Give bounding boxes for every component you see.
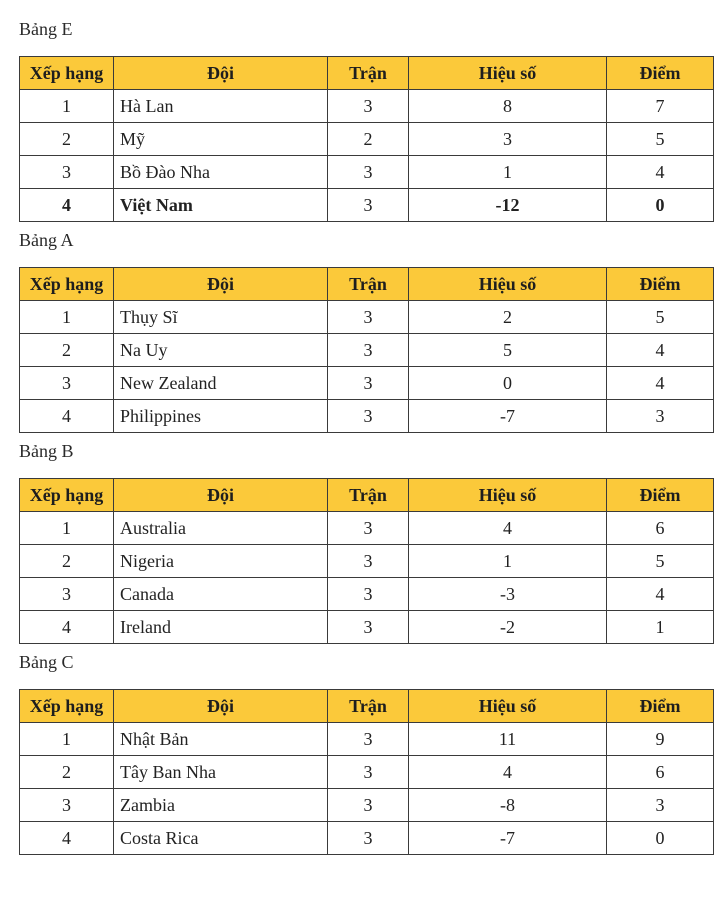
standings-table: [19, 56, 714, 222]
cell-points: 0: [607, 189, 714, 222]
cell-points: 0: [607, 822, 714, 855]
standings-table: [19, 267, 714, 433]
cell-rank: 3: [20, 367, 114, 400]
cell-team: Tây Ban Nha: [114, 756, 328, 789]
cell-team: Costa Rica: [114, 822, 328, 855]
header-goal-diff: Hiệu số: [409, 57, 607, 90]
cell-played: 3: [328, 822, 409, 855]
group-title: Bảng B: [19, 441, 74, 461]
cell-rank: 3: [20, 789, 114, 822]
table-row: [20, 611, 714, 644]
cell-points: 1: [607, 611, 714, 644]
cell-goal-diff: -3: [409, 578, 607, 611]
table-row: [20, 156, 714, 189]
cell-played: 3: [328, 367, 409, 400]
standings-table: [19, 478, 714, 644]
group-title: Bảng C: [19, 652, 74, 672]
cell-goal-diff: 0: [409, 367, 607, 400]
cell-goal-diff: 8: [409, 90, 607, 123]
table-row: [20, 334, 714, 367]
header-played: Trận: [328, 479, 409, 512]
header-goal-diff: Hiệu số: [409, 479, 607, 512]
cell-team: Canada: [114, 578, 328, 611]
cell-played: 3: [328, 723, 409, 756]
cell-played: 3: [328, 756, 409, 789]
cell-goal-diff: 2: [409, 301, 607, 334]
cell-played: 3: [328, 545, 409, 578]
cell-played: 3: [328, 789, 409, 822]
cell-goal-diff: -8: [409, 789, 607, 822]
cell-team: Việt Nam: [114, 189, 328, 222]
header-points: Điểm: [607, 57, 714, 90]
cell-rank: 4: [20, 822, 114, 855]
cell-rank: 1: [20, 90, 114, 123]
header-rank: Xếp hạng: [20, 690, 114, 723]
header-played: Trận: [328, 57, 409, 90]
cell-team: Nhật Bản: [114, 723, 328, 756]
cell-team: New Zealand: [114, 367, 328, 400]
cell-points: 5: [607, 545, 714, 578]
header-row: [20, 268, 714, 301]
table-row-highlighted: [20, 189, 714, 222]
cell-team: Nigeria: [114, 545, 328, 578]
cell-team: Bồ Đào Nha: [114, 156, 328, 189]
cell-played: 3: [328, 156, 409, 189]
cell-played: 2: [328, 123, 409, 156]
cell-rank: 3: [20, 578, 114, 611]
cell-points: 4: [607, 578, 714, 611]
cell-played: 3: [328, 90, 409, 123]
table-row: [20, 90, 714, 123]
table-row: [20, 789, 714, 822]
cell-goal-diff: 4: [409, 512, 607, 545]
cell-points: 4: [607, 367, 714, 400]
group-title: Bảng A: [19, 230, 74, 250]
group-title: Bảng E: [19, 19, 73, 39]
header-team: Đội: [114, 479, 328, 512]
cell-rank: 4: [20, 400, 114, 433]
cell-rank: 1: [20, 512, 114, 545]
cell-goal-diff: 1: [409, 545, 607, 578]
table-row: [20, 400, 714, 433]
header-rank: Xếp hạng: [20, 268, 114, 301]
cell-team: Hà Lan: [114, 90, 328, 123]
cell-played: 3: [328, 578, 409, 611]
table-row: [20, 512, 714, 545]
cell-points: 5: [607, 123, 714, 156]
cell-points: 4: [607, 156, 714, 189]
cell-points: 6: [607, 512, 714, 545]
cell-goal-diff: 5: [409, 334, 607, 367]
header-points: Điểm: [607, 268, 714, 301]
header-played: Trận: [328, 690, 409, 723]
cell-rank: 1: [20, 301, 114, 334]
cell-points: 7: [607, 90, 714, 123]
cell-points: 3: [607, 400, 714, 433]
header-points: Điểm: [607, 479, 714, 512]
cell-rank: 2: [20, 334, 114, 367]
header-rank: Xếp hạng: [20, 57, 114, 90]
cell-rank: 2: [20, 123, 114, 156]
table-row: [20, 822, 714, 855]
cell-played: 3: [328, 400, 409, 433]
header-team: Đội: [114, 690, 328, 723]
cell-team: Ireland: [114, 611, 328, 644]
cell-rank: 4: [20, 189, 114, 222]
cell-goal-diff: 1: [409, 156, 607, 189]
header-row: [20, 690, 714, 723]
cell-team: Australia: [114, 512, 328, 545]
cell-points: 9: [607, 723, 714, 756]
cell-played: 3: [328, 301, 409, 334]
table-row: [20, 756, 714, 789]
header-played: Trận: [328, 268, 409, 301]
cell-points: 4: [607, 334, 714, 367]
table-row: [20, 578, 714, 611]
header-team: Đội: [114, 268, 328, 301]
table-row: [20, 301, 714, 334]
cell-rank: 2: [20, 756, 114, 789]
cell-rank: 4: [20, 611, 114, 644]
cell-rank: 3: [20, 156, 114, 189]
table-row: [20, 723, 714, 756]
cell-points: 5: [607, 301, 714, 334]
header-goal-diff: Hiệu số: [409, 268, 607, 301]
standings-table: [19, 689, 714, 855]
cell-played: 3: [328, 512, 409, 545]
cell-goal-diff: -7: [409, 822, 607, 855]
cell-team: Philippines: [114, 400, 328, 433]
cell-goal-diff: -2: [409, 611, 607, 644]
cell-rank: 1: [20, 723, 114, 756]
header-row: [20, 479, 714, 512]
cell-goal-diff: -12: [409, 189, 607, 222]
table-row: [20, 123, 714, 156]
cell-played: 3: [328, 334, 409, 367]
header-goal-diff: Hiệu số: [409, 690, 607, 723]
cell-team: Na Uy: [114, 334, 328, 367]
cell-goal-diff: 4: [409, 756, 607, 789]
cell-goal-diff: 3: [409, 123, 607, 156]
cell-points: 6: [607, 756, 714, 789]
cell-played: 3: [328, 189, 409, 222]
cell-team: Mỹ: [114, 123, 328, 156]
cell-played: 3: [328, 611, 409, 644]
cell-team: Thụy Sĩ: [114, 301, 328, 334]
cell-points: 3: [607, 789, 714, 822]
header-team: Đội: [114, 57, 328, 90]
header-rank: Xếp hạng: [20, 479, 114, 512]
cell-team: Zambia: [114, 789, 328, 822]
header-row: [20, 57, 714, 90]
cell-goal-diff: -7: [409, 400, 607, 433]
cell-goal-diff: 11: [409, 723, 607, 756]
header-points: Điểm: [607, 690, 714, 723]
table-row: [20, 367, 714, 400]
cell-rank: 2: [20, 545, 114, 578]
table-row: [20, 545, 714, 578]
